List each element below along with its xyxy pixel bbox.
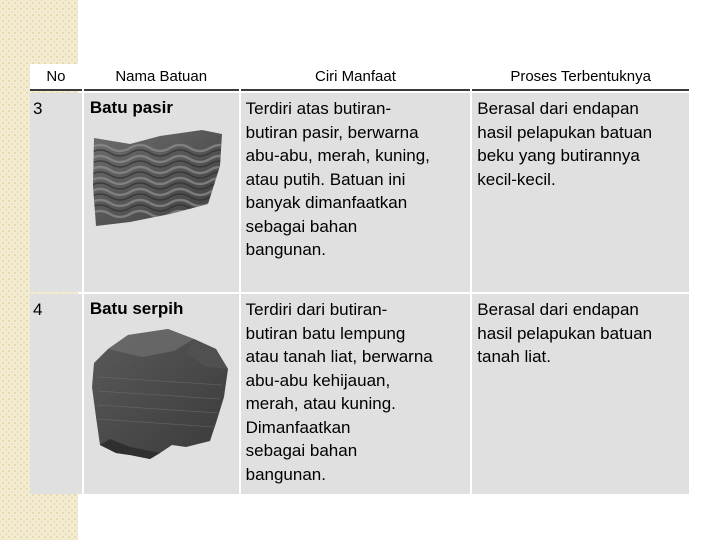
rock-name: Batu pasir — [89, 98, 173, 117]
header-no: No — [30, 64, 82, 91]
header-ciri-manfaat: Ciri Manfaat — [241, 64, 471, 91]
header-nama-batuan: Nama Batuan — [84, 64, 239, 91]
header-proses-terbentuknya: Proses Terbentuknya — [472, 64, 689, 91]
sandstone-rock-image — [90, 126, 225, 228]
text-line: tanah liat. — [477, 347, 551, 366]
proses-terbentuknya-text — [472, 294, 689, 369]
rock-name: Batu serpih — [89, 299, 184, 318]
text-line: Terdiri atas butiran- — [245, 99, 392, 118]
text-line: Berasal dari endapan — [477, 300, 639, 319]
text-line: Terdiri dari butiran- — [245, 300, 388, 319]
table-row — [30, 93, 689, 292]
text-line: sebagai bahan — [245, 216, 358, 236]
text-line: abu-abu, merah, kuning, — [245, 146, 430, 165]
text-line: bangunan. — [245, 464, 326, 484]
text-line: kecil-kecil. — [477, 169, 556, 189]
text-line: beku yang butirannya — [477, 146, 640, 165]
text-line: butiran pasir, berwarna — [245, 122, 419, 142]
table-header-row — [30, 64, 689, 91]
text-line: Berasal dari endapan — [477, 99, 639, 118]
text-line: Dimanfaatkan — [245, 417, 351, 437]
text-line: merah, atau kuning. — [245, 394, 396, 413]
text-line: butiran batu lempung — [245, 323, 406, 343]
rock-table — [28, 62, 691, 496]
text-line: atau tanah liat, berwarna — [245, 347, 433, 366]
row-number: 3 — [30, 93, 82, 292]
table-row — [30, 294, 689, 494]
text-line: hasil pelapukan batuan — [477, 122, 653, 142]
text-line: atau putih. Batuan ini — [245, 169, 406, 189]
text-line: bangunan. — [245, 240, 326, 259]
text-line: abu-abu kehijauan, — [245, 370, 391, 390]
ciri-manfaat-text — [241, 294, 471, 486]
text-line: hasil pelapukan batuan — [477, 323, 653, 343]
text-line: sebagai bahan — [245, 441, 358, 460]
row-number: 4 — [30, 294, 82, 494]
proses-terbentuknya-text — [472, 93, 689, 191]
shale-rock-image — [90, 327, 233, 469]
text-line: banyak dimanfaatkan — [245, 193, 408, 212]
ciri-manfaat-text — [241, 93, 471, 262]
